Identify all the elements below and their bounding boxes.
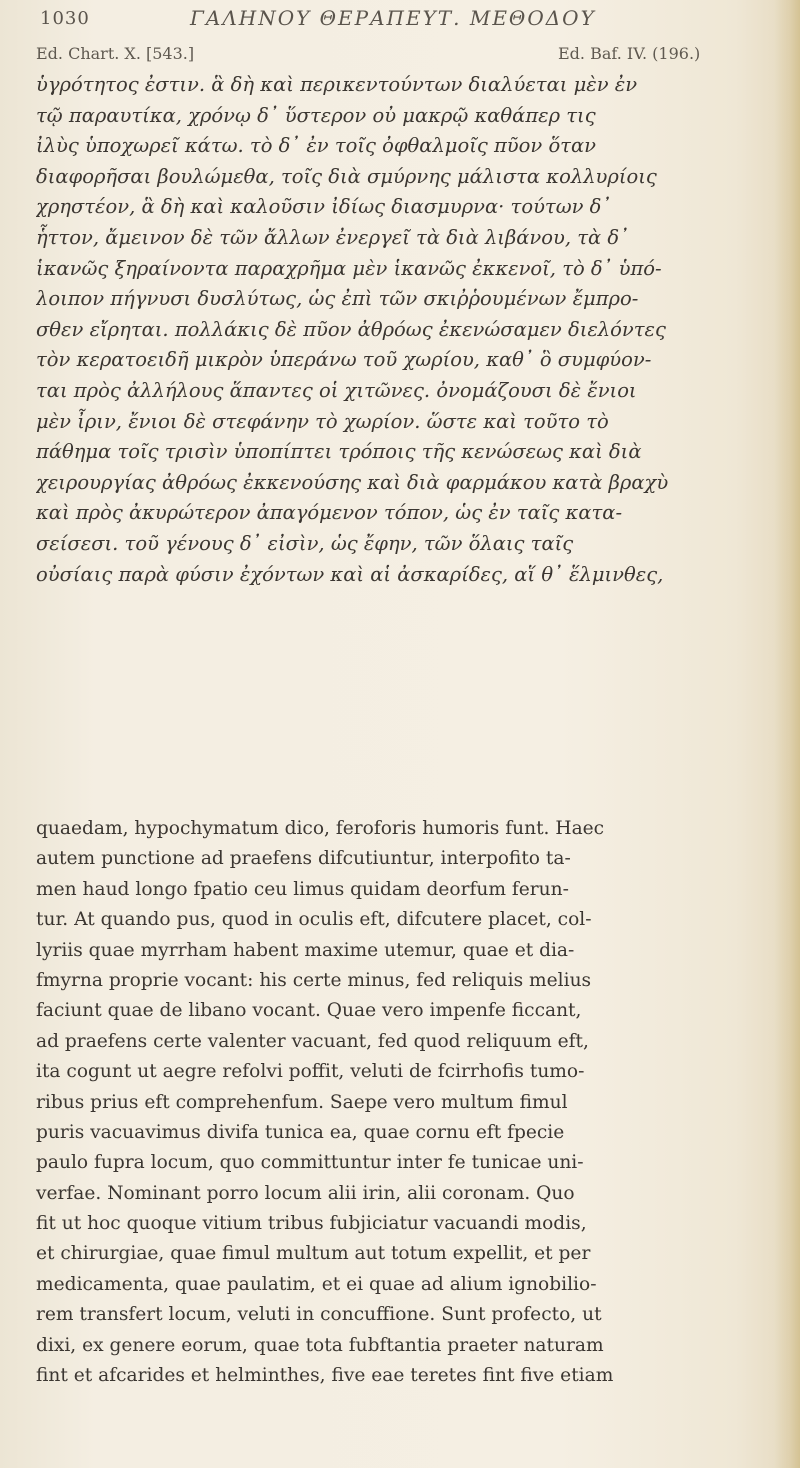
latin-line: quaedam, hypochymatum dico, feroforis humoris funt. Haec (36, 818, 605, 839)
latin-line: ita cogunt ut aegre refolvi poffit, veluti de fcirrhofis tumo- (36, 1061, 585, 1083)
greek-line: καὶ πρὸς ἀκυρώτερον ἀπαγόμενον τόπον, ὡς ἐν ταῖς κατα- (36, 501, 623, 525)
latin-line: tur. At quando pus, quod in oculis eft, difcutere placet, col- (36, 909, 592, 931)
latin-line: dixi, ex genere eorum, quae tota fubftantia praeter naturam (36, 1334, 604, 1356)
latin-line: puris vacuavimus divifa tunica ea, quae cornu eft fpecie (36, 1121, 565, 1143)
greek-line: οὐσίαις παρὰ φύσιν ἐχόντων καὶ αἱ ἀσκαρίδες, αἵ θ᾽ ἕλμινθες, (36, 562, 664, 586)
latin-line: ribus prius eft comprehenfum. Saepe vero multum fimul (36, 1091, 568, 1113)
latin-line: ad praefens certe valenter vacuant, fed quod reliquum eft, (36, 1030, 589, 1052)
edition-references (36, 44, 756, 68)
greek-line: χειρουργίας ἀθρόως ἐκκενούσης καὶ διὰ φαρμάκου κατὰ βραχὺ (36, 470, 669, 494)
greek-line: χρηστέον, ἃ δὴ καὶ καλοῦσιν ἰδίως διασμυρνα· τούτων δ᾽ (36, 195, 612, 219)
latin-line: fmyrna proprie vocant: his certe minus, fed reliquis melius (36, 969, 592, 991)
greek-line: ἱκανῶς ξηραίνοντα παραχρῆμα μὲν ἱκανῶς ἐκκενοῖ, τὸ δ᾽ ὑπό- (36, 256, 662, 280)
greek-line: διαφορῆσαι βουλώμεθα, τοῖς διὰ σμύρνης μάλιστα κολλυρίοις (36, 164, 657, 188)
greek-line: ἰλὺς ὑποχωρεῖ κάτω. τὸ δ᾽ ἐν τοῖς ὀφθαλμοῖς πῦον ὅταν (36, 134, 596, 158)
greek-line: ται πρὸς ἀλλήλους ἅπαντες οἱ χιτῶνες. ὀνομάζουσι δὲ ἔνιοι (36, 378, 637, 402)
greek-line: ἧττον, ἄμεινον δὲ τῶν ἄλλων ἐνεργεῖ τὰ διὰ λιβάνου, τὰ δ᾽ (36, 225, 629, 249)
page-edge-shadow (774, 0, 800, 1468)
latin-line: fit ut hoc quoque vitium tribus fubjiciatur vacuandi modis, (36, 1213, 587, 1235)
greek-line: σθεν εἴρηται. πολλάκις δὲ πῦον ἀθρόως ἐκενώσαμεν διελόντες (36, 317, 666, 341)
greek-line: τὸν κερατοειδῆ μικρὸν ὑπεράνω τοῦ χωρίου, καθ᾽ ὃ συμφύον- (36, 348, 652, 372)
edition-reference-chartier: Ed. Chart. X. [543.] (36, 44, 195, 63)
greek-line: σείσεσι. τοῦ γένους δ᾽ εἰσὶν, ὡς ἔφην, τῶν ὅλαις ταῖς (36, 531, 574, 555)
latin-line: medicamenta, quae paulatim, et ei quae ad alium ignobilio- (36, 1273, 597, 1295)
running-title: ΓΑΛΗΝΟΥ ΘΕΡΑΠΕΥΤ. ΜΕΘΟΔΟΥ (190, 6, 596, 30)
greek-line: μὲν ἶριν, ἔνιοι δὲ στεφάνην τὸ χωρίον. ὥστε καὶ τοῦτο τὸ (36, 409, 609, 433)
edition-reference-basel: Ed. Baf. IV. (196.) (558, 44, 701, 63)
latin-text-block (36, 814, 766, 1391)
latin-line: men haud longo fpatio ceu limus quidam deorfum ferun- (36, 878, 569, 900)
latin-line: fint et afcarides et helminthes, five eae teretes fint five etiam (36, 1365, 614, 1387)
greek-line: πάθημα τοῖς τρισὶν ὑποπίπτει τρόποις τῆς κενώσεως καὶ διὰ (36, 440, 642, 464)
greek-text-block (36, 70, 766, 590)
latin-line: rem transfert locum, veluti in concuffione. Sunt profecto, ut (36, 1304, 602, 1326)
latin-line: paulo fupra locum, quo committuntur inter fe tunicae uni- (36, 1152, 584, 1174)
latin-line: lyriis quae myrrham habent maxime utemur, quae et dia- (36, 939, 575, 961)
page-number: 1030 (40, 8, 90, 29)
latin-line: verfae. Nominant porro locum alii irin, alii coronam. Quo (36, 1182, 575, 1204)
latin-line: et chirurgiae, quae fimul multum aut totum expellit, et per (36, 1243, 591, 1265)
greek-line: λοιπον πήγνυσι δυσλύτως, ὡς ἐπὶ τῶν σκιῤῥουμένων ἔμπρο- (36, 287, 639, 311)
latin-line: faciunt quae de libano vocant. Quae vero impenfe ficcant, (36, 1000, 582, 1022)
greek-line: ὑγρότητος ἐστιν. ἃ δὴ καὶ περικεντούντων διαλύεται μὲν ἐν (36, 73, 638, 96)
greek-line: τῷ παραυτίκα, χρόνῳ δ᾽ ὕστερον οὐ μακρῷ καθάπερ τις (36, 103, 596, 127)
latin-line: autem punctione ad praefens difcutiuntur, interpofito ta- (36, 848, 571, 870)
